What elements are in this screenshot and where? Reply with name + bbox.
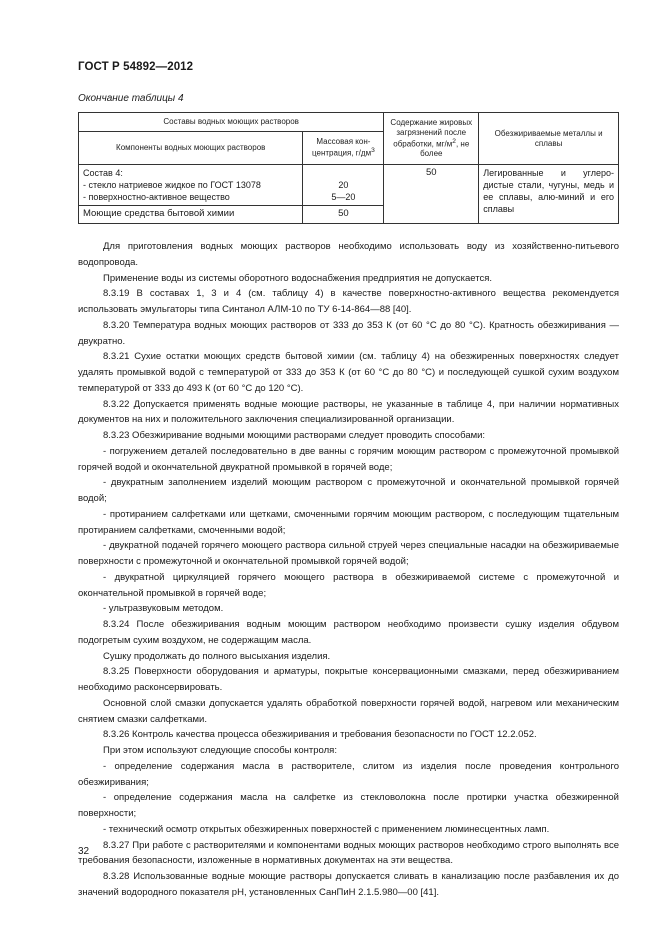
paragraph: 8.3.19 В составах 1, 3 и 4 (см. таблицу 4) в качестве поверхностно-активного вещества рекомендуется использовать эмульгаторы типа Синтанол АЛМ-10 по ТУ 6-14-864—88 [40]. xyxy=(78,288,619,315)
paragraph: 8.3.26 Контроль качества процесса обезжиривания и требования безопасности по ГОСТ 12.2.052. xyxy=(103,729,537,741)
table-header-row-1 xyxy=(79,113,619,132)
table-caption: Окончание таблицы 4 xyxy=(78,93,184,104)
cleaning-solutions-table xyxy=(78,112,619,224)
paragraph: Сушку продолжать до полного высыхания изделия. xyxy=(103,650,331,662)
paragraph: При этом используют следующие способы контроля: xyxy=(103,745,337,756)
header-contamination: Содержание жировых загрязнений после обработки, $мг/м^2$, не более xyxy=(384,113,479,165)
paragraph: 8.3.20 Температура водных моющих растворов от 333 до 353 К (от 60 °С до 80 °С). Кратность обезжиривания — двукратно. xyxy=(78,319,619,347)
paragraph: 8.3.22 Допускается применять водные моющие растворы, не указанные в таблице 4, при наличии нормативных документов на них и положительного заключения специализированной организации. xyxy=(78,398,619,426)
list-item: - определение содержания масла в растворителе, слитом из изделия после проведения контрольного обезжиривания; xyxy=(78,760,619,788)
list-item: - погружением деталей последовательно в две ванны с горячим моющим раствором с промежуточной промывкой горячей водой и окончательной двукратной промывкой в горячей воде; xyxy=(78,445,619,473)
paragraph: 8.3.21 Сухие остатки моющих средств бытовой химии (см. таблицу 4) на обезжиренных поверхностях следует удалять промывкой водой с температурой от 333 до 353 К (от 60 °С до 80 °С) и последующей сушкой сухим воздухом температурой от 333 до 493 К (от 60 °С до 120 °С). xyxy=(78,351,619,394)
paragraph: 8.3.28 Использованные водные моющие растворы допускается сливать в канализацию после разбавления их до значений водородного показателя pH, установленных СанПиН 2.1.5.980—00 [41]. xyxy=(78,871,619,898)
paragraph: Применение воды из системы оборотного водоснабжения предприятия не допускается. xyxy=(103,272,493,284)
list-item: - двукратным заполнением изделий моющим раствором с промежуточной и окончательной промывкой горячей водой; xyxy=(78,477,619,504)
paragraph: Для приготовления водных моющих растворов необходимо использовать воду из хозяйственно-питьевого водопровода. xyxy=(78,241,619,268)
list-item: - ультразвуковым методом. xyxy=(103,603,224,615)
page-number: 32 xyxy=(78,846,90,857)
paragraph: 8.3.24 После обезжиривания водным моющим раствором необходимо произвести сушку изделия обдувом подогретым сухим воздухом, не содержащим масла. xyxy=(78,619,619,646)
household-detergents-cell: Моющие средства бытовой химии xyxy=(79,206,303,223)
table-row xyxy=(79,165,619,206)
document-body xyxy=(78,239,619,901)
document-header: ГОСТ Р 54892—2012 xyxy=(78,61,194,73)
composition-4-cell: Состав 4: - стекло натриевое жидкое по ГОСТ 13078 - поверхностно-активное вещество xyxy=(79,165,303,206)
list-item: - определение содержания масла на салфетке из стекловолокна после протирки участка обезжиренной поверхности; xyxy=(78,792,619,819)
household-detergents-concentration: 50 xyxy=(303,206,384,223)
header-solution-compositions: Составы водных моющих растворов xyxy=(79,113,384,132)
paragraph: 8.3.25 Поверхности оборудования и арматуры, покрытые консервационными смазками, перед обезжириванием необходимо расконсервировать. xyxy=(78,666,619,693)
header-metals: Обезжириваемые металлы и сплавы xyxy=(479,113,619,165)
list-item: - протиранием салфетками или щетками, смоченными горячим моющим раствором, с последующим тщательным протиранием салфетками, смоченными водой; xyxy=(78,508,619,536)
composition-4-concentrations: 20 5—20 xyxy=(303,165,384,206)
list-item: - двукратной циркуляцией горячего моющего раствора в обезжириваемой системе с промежуточной и окончательной промывкой в горячей воде; xyxy=(78,571,619,599)
list-item: - двукратной подачей горячего моющего раствора сильной струей через специальные насадки на обезжириваемые поверхности с промежуточной и окончательной промывкой горячей водой; xyxy=(78,540,619,567)
paragraph: 8.3.23 Обезжиривание водными моющими растворами следует проводить способами: xyxy=(103,430,486,441)
paragraph: 8.3.27 При работе с растворителями и компонентами водных моющих растворов необходимо строго выполнять все требования безопасности, изложенные в нормативных документах на эти вещества. xyxy=(78,839,619,867)
header-mass-concentration: Массовая кон- центрация, $г/дм^3$ xyxy=(303,132,384,165)
metals-value: Легированные и углеро-дистые стали, чугуны, медь и ее сплавы, алю-миний и его сплавы xyxy=(479,165,619,224)
contamination-value: 50 xyxy=(384,165,479,224)
list-item: - технический осмотр открытых обезжиренных поверхностей с применением люминесцентных ламп. xyxy=(103,823,550,835)
header-components: Компоненты водных моющих растворов xyxy=(79,132,303,165)
paragraph: Основной слой смазки допускается удалять обработкой поверхности горячей водой, нагревом или механическим снятием смазки салфетками. xyxy=(78,697,619,725)
